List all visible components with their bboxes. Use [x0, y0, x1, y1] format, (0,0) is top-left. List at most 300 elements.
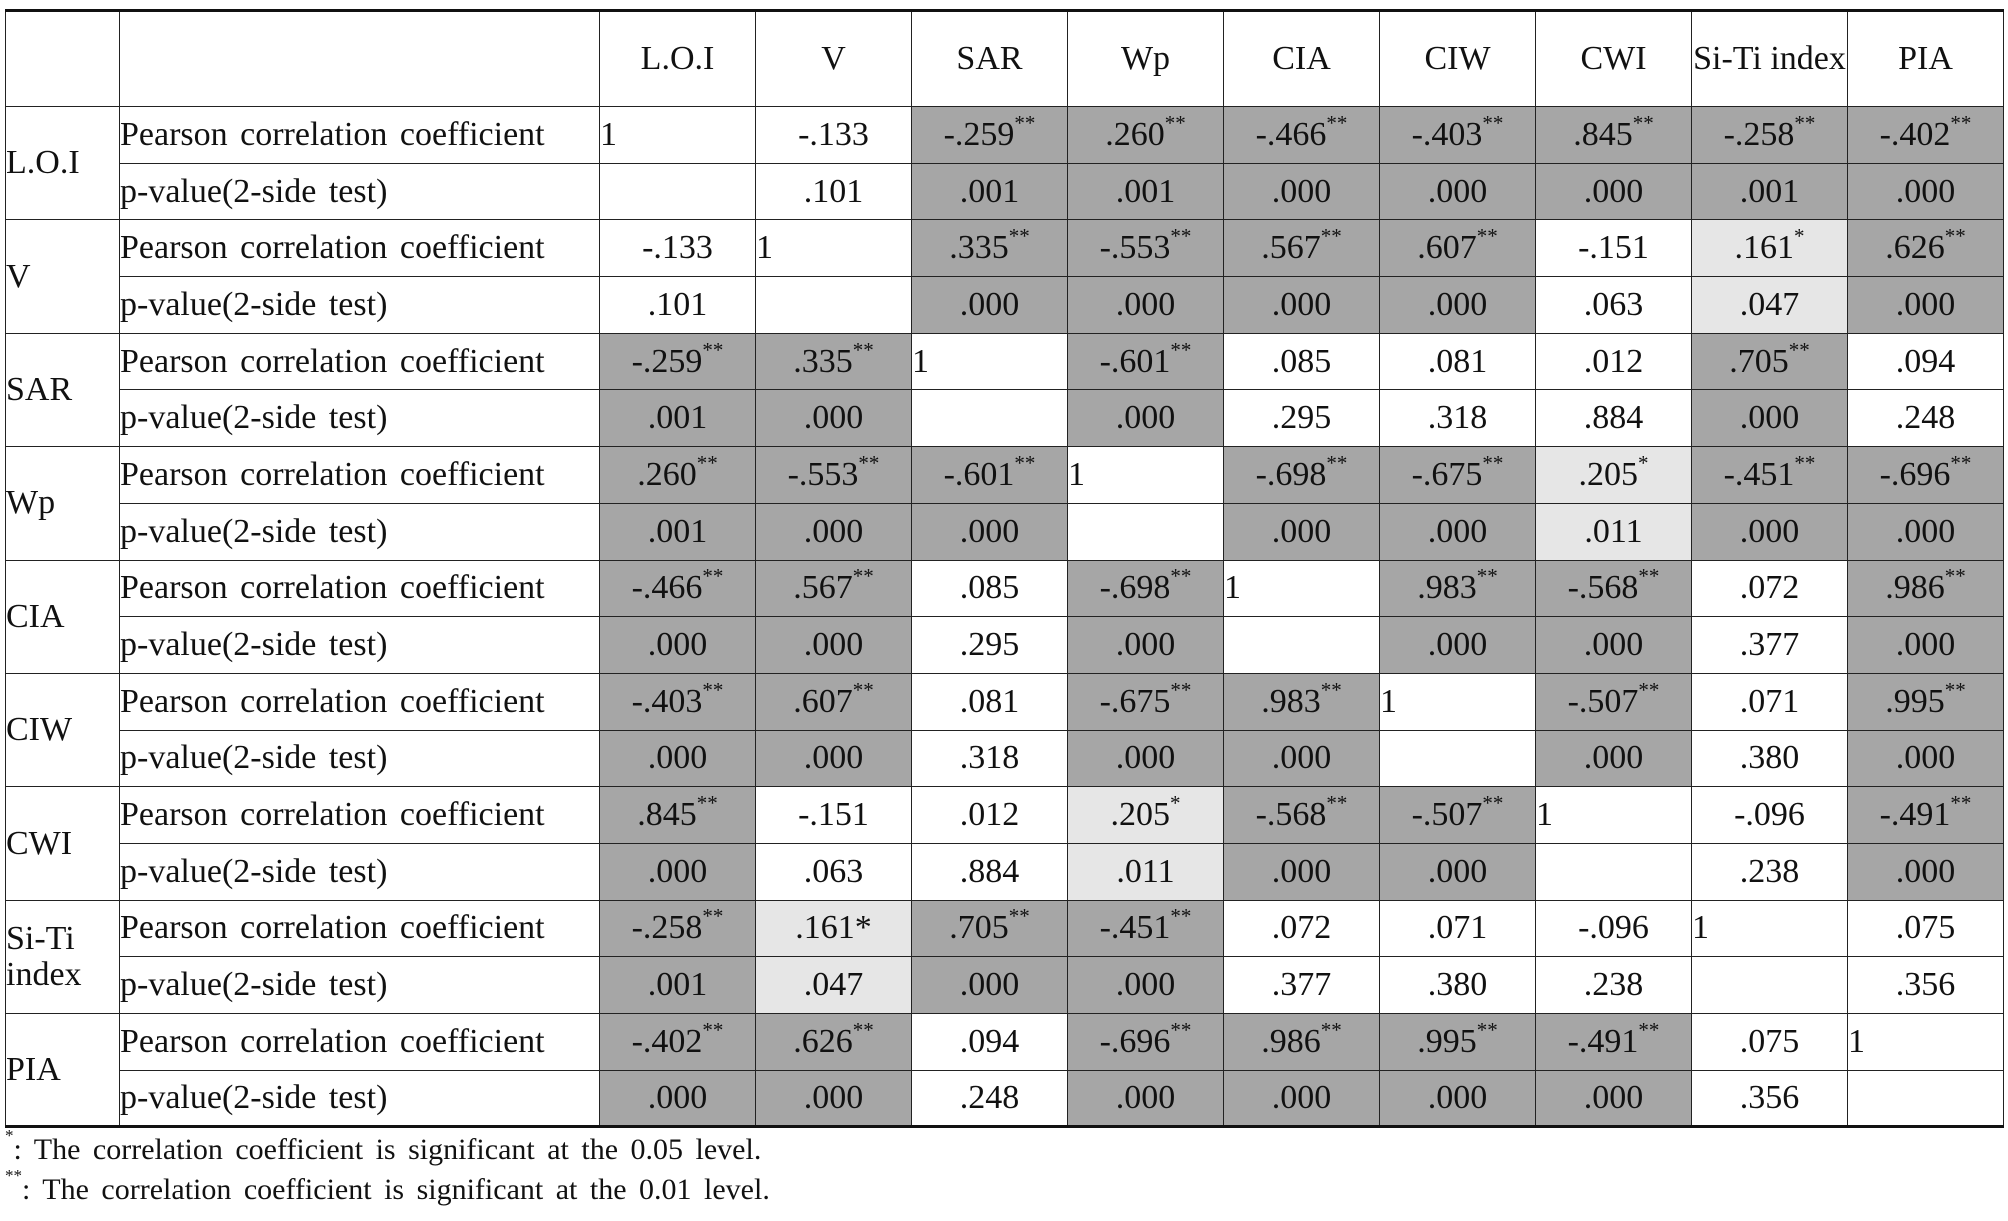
pvalue-cell: .000 [1380, 617, 1536, 674]
coef-cell [1380, 107, 1536, 164]
coef-cell [1068, 560, 1224, 617]
pvalue-cell: .011 [1536, 503, 1692, 560]
significance-mark: ** [1944, 677, 1966, 702]
significance-mark: ** [1164, 110, 1186, 135]
coef-cell [756, 333, 912, 390]
pvalue-cell: .000 [912, 277, 1068, 334]
coef-cell [756, 560, 912, 617]
coef-cell [912, 1014, 1068, 1071]
column-header-pia: PIA [1848, 11, 2004, 107]
pvalue-cell: .000 [1380, 277, 1536, 334]
stat-label-pvalue: p-value(2-side test) [120, 1070, 600, 1127]
significance-mark: ** [1170, 904, 1192, 929]
footnote-mark: ** [5, 1166, 22, 1185]
pvalue-row-v [6, 277, 2004, 334]
stat-label-pvalue: p-value(2-side test) [120, 617, 600, 674]
significance-mark: ** [1320, 224, 1342, 249]
pvalue-cell: .295 [912, 617, 1068, 674]
significance-mark: ** [1014, 110, 1036, 135]
coef-value: -.403 [631, 682, 703, 720]
pvalue-cell: .000 [600, 843, 756, 900]
coef-value: .071 [1739, 682, 1800, 720]
significance-mark: ** [1638, 677, 1660, 702]
coef-cell [600, 900, 756, 957]
coef-row-wp [6, 447, 2004, 504]
coef-value: -.601 [1099, 342, 1171, 380]
significance-mark: ** [1326, 791, 1348, 816]
pvalue-cell: .000 [600, 1070, 756, 1127]
column-header-wp: Wp [1068, 11, 1224, 107]
coef-value: .626 [793, 1022, 853, 1060]
significance-mark: ** [1326, 110, 1348, 135]
coef-cell [1068, 900, 1224, 957]
coef-value: .085 [959, 569, 1020, 607]
coef-value: -.451 [1099, 909, 1171, 947]
significance-mark: ** [852, 1017, 874, 1042]
pvalue-cell [1848, 1070, 2004, 1127]
pvalue-cell: .238 [1536, 957, 1692, 1014]
coef-value: -.466 [631, 569, 703, 607]
coef-cell [1380, 560, 1536, 617]
coef-value: .986 [1261, 1022, 1321, 1060]
pvalue-cell: .000 [1536, 163, 1692, 220]
coef-cell [1692, 220, 1848, 277]
stat-label-pvalue: p-value(2-side test) [120, 277, 600, 334]
coef-cell [1536, 333, 1692, 390]
significance-mark: * [1170, 791, 1181, 816]
pvalue-cell: .000 [1224, 163, 1380, 220]
coef-value: .071 [1427, 909, 1488, 947]
coef-cell [756, 447, 912, 504]
pvalue-cell: .000 [1536, 617, 1692, 674]
coef-cell [1536, 447, 1692, 504]
significance-mark: ** [1632, 110, 1654, 135]
row-label-cwi: CWI [6, 787, 120, 900]
table-body [6, 107, 2004, 1127]
pvalue-cell: .063 [1536, 277, 1692, 334]
pvalue-row-l-o-i [6, 163, 2004, 220]
coef-cell [1224, 900, 1380, 957]
column-header-ciw: CIW [1380, 11, 1536, 107]
coef-value: .705 [949, 909, 1009, 947]
coef-value: .260 [637, 455, 697, 493]
coef-value: .072 [1739, 569, 1800, 607]
coef-value: .335 [949, 229, 1009, 267]
coef-cell [756, 900, 912, 957]
coef-cell [1224, 560, 1380, 617]
pvalue-cell [1380, 730, 1536, 787]
pvalue-cell [1068, 503, 1224, 560]
pvalue-row-cia [6, 617, 2004, 674]
coef-cell [1380, 220, 1536, 277]
pvalue-cell: .884 [1536, 390, 1692, 447]
coef-cell [1848, 787, 2004, 844]
stat-label-pearson: Pearson correlation coefficient [120, 1014, 600, 1071]
pvalue-cell: .356 [1692, 1070, 1848, 1127]
pvalue-cell: .000 [1380, 1070, 1536, 1127]
significance-mark: ** [858, 450, 880, 475]
coef-cell [912, 560, 1068, 617]
coef-cell [1536, 673, 1692, 730]
footnote-001 [5, 1166, 770, 1210]
significance-mark: ** [1482, 791, 1504, 816]
pvalue-cell [1224, 617, 1380, 674]
coef-value: .075 [1895, 909, 1956, 947]
coef-cell [1380, 787, 1536, 844]
pvalue-cell: .238 [1692, 843, 1848, 900]
coef-cell [1536, 107, 1692, 164]
coef-row-v [6, 220, 2004, 277]
coef-value: .075 [1739, 1022, 1800, 1060]
stat-label-pearson: Pearson correlation coefficient [120, 787, 600, 844]
coef-value: -.601 [943, 455, 1015, 493]
coef-value: -.491 [1879, 796, 1951, 834]
pvalue-cell: .001 [600, 503, 756, 560]
pvalue-cell: .000 [1224, 277, 1380, 334]
coef-value: .845 [637, 796, 697, 834]
pvalue-cell: .011 [1068, 843, 1224, 900]
coef-value: -.133 [642, 229, 713, 267]
coef-value: -.568 [1255, 796, 1327, 834]
row-label-sar: SAR [6, 333, 120, 446]
coef-value: 1 [1380, 682, 1397, 720]
coef-value: .260 [1105, 115, 1165, 153]
coef-cell [600, 560, 756, 617]
pvalue-cell: .063 [756, 843, 912, 900]
coef-value: .705 [1729, 342, 1789, 380]
coef-cell [1692, 333, 1848, 390]
coef-cell [600, 107, 756, 164]
coef-row-cia [6, 560, 2004, 617]
pvalue-cell: .001 [912, 163, 1068, 220]
coef-value: -.491 [1567, 1022, 1639, 1060]
coef-value: .986 [1885, 569, 1945, 607]
significance-mark: ** [702, 337, 724, 362]
pvalue-cell: .000 [1068, 390, 1224, 447]
pvalue-cell: .377 [1224, 957, 1380, 1014]
pvalue-cell: .001 [1692, 163, 1848, 220]
coef-value: -.696 [1879, 455, 1951, 493]
significance-mark: ** [1320, 1017, 1342, 1042]
column-header-cia: CIA [1224, 11, 1380, 107]
pvalue-cell: .248 [1848, 390, 2004, 447]
coef-value: .995 [1417, 1022, 1477, 1060]
coef-value: .012 [959, 796, 1020, 834]
significance-mark: ** [1794, 450, 1816, 475]
coef-value: .012 [1583, 342, 1644, 380]
stat-label-pvalue: p-value(2-side test) [120, 163, 600, 220]
coef-value: -.466 [1255, 115, 1327, 153]
pvalue-row-pia [6, 1070, 2004, 1127]
coef-cell [600, 673, 756, 730]
coef-value: -.698 [1255, 455, 1327, 493]
coef-cell [600, 333, 756, 390]
coef-cell [1224, 673, 1380, 730]
pvalue-cell: .000 [1536, 730, 1692, 787]
significance-mark: ** [1476, 564, 1498, 589]
coef-cell [1068, 107, 1224, 164]
coef-value: -.698 [1099, 569, 1171, 607]
coef-row-pia [6, 1014, 2004, 1071]
significance-mark: ** [702, 564, 724, 589]
column-header-si-ti-index: Si-Ti index [1692, 11, 1848, 107]
significance-mark: ** [1950, 791, 1972, 816]
coef-value: .085 [1271, 342, 1332, 380]
pvalue-cell: .000 [600, 730, 756, 787]
pvalue-cell: .318 [912, 730, 1068, 787]
pvalue-cell: .380 [1380, 957, 1536, 1014]
stat-label-pvalue: p-value(2-side test) [120, 843, 600, 900]
coef-cell [1848, 447, 2004, 504]
coef-value: -.096 [1578, 909, 1649, 947]
coef-row-si-ti-index [6, 900, 2004, 957]
significance-mark: ** [696, 450, 718, 475]
coef-cell [756, 220, 912, 277]
pvalue-row-ciw [6, 730, 2004, 787]
coef-cell [1068, 673, 1224, 730]
coef-cell [756, 1014, 912, 1071]
coef-value: -.133 [798, 115, 869, 153]
stat-label-pearson: Pearson correlation coefficient [120, 900, 600, 957]
row-label-v: V [6, 220, 120, 333]
stat-label-pvalue: p-value(2-side test) [120, 390, 600, 447]
coef-cell [1224, 220, 1380, 277]
pvalue-cell: .000 [1848, 277, 2004, 334]
coef-cell [1848, 560, 2004, 617]
coef-cell [1848, 333, 2004, 390]
pvalue-cell: .295 [1224, 390, 1380, 447]
coef-cell [1848, 220, 2004, 277]
coef-cell [1692, 560, 1848, 617]
coef-cell [1692, 673, 1848, 730]
coef-cell [1224, 107, 1380, 164]
pvalue-cell: .000 [756, 730, 912, 787]
coef-cell [1536, 787, 1692, 844]
coef-cell [912, 447, 1068, 504]
coef-value: -.403 [1411, 115, 1483, 153]
footnote-text: : The correlation coefficient is significant at the 0.05 level. [13, 1133, 762, 1166]
coef-value: .094 [959, 1022, 1020, 1060]
coef-value: .205 [1110, 796, 1170, 834]
coef-value: .081 [959, 682, 1020, 720]
coef-value: .567 [793, 569, 853, 607]
coef-cell [1848, 673, 2004, 730]
coef-cell [1692, 447, 1848, 504]
pvalue-cell: .356 [1848, 957, 2004, 1014]
pvalue-cell: .000 [600, 617, 756, 674]
coef-cell [1848, 1014, 2004, 1071]
coef-cell [1848, 107, 2004, 164]
pvalue-cell: .001 [1068, 163, 1224, 220]
significance-mark: * [1638, 450, 1649, 475]
pvalue-cell: .248 [912, 1070, 1068, 1127]
coef-value: -.553 [787, 455, 859, 493]
significance-mark: ** [1944, 224, 1966, 249]
pvalue-cell: .377 [1692, 617, 1848, 674]
row-label-l-o-i: L.O.I [6, 107, 120, 220]
coef-value: .607 [793, 682, 853, 720]
significance-mark: ** [1476, 1017, 1498, 1042]
significance-mark: ** [702, 904, 724, 929]
significance-mark: ** [852, 337, 874, 362]
significance-mark: ** [1170, 677, 1192, 702]
pvalue-cell: .000 [1848, 843, 2004, 900]
stat-label-pearson: Pearson correlation coefficient [120, 220, 600, 277]
coef-value: -.451 [1723, 455, 1795, 493]
significance-mark: ** [1638, 1017, 1660, 1042]
column-header-cwi: CWI [1536, 11, 1692, 107]
pvalue-cell [600, 163, 756, 220]
coef-cell [1224, 787, 1380, 844]
coef-cell [1068, 1014, 1224, 1071]
coef-cell [912, 900, 1068, 957]
coef-cell [1380, 1014, 1536, 1071]
coef-value: .983 [1261, 682, 1321, 720]
coef-value: .983 [1417, 569, 1477, 607]
pvalue-cell [1536, 843, 1692, 900]
pvalue-cell: .047 [756, 957, 912, 1014]
significance-mark: ** [852, 564, 874, 589]
coef-cell [600, 787, 756, 844]
coef-cell [600, 1014, 756, 1071]
header-corner-empty [6, 11, 120, 107]
coef-value: -.258 [1723, 115, 1795, 153]
coef-value: .205 [1578, 455, 1638, 493]
pvalue-cell: .000 [1692, 503, 1848, 560]
coef-value: .161* [795, 909, 872, 947]
coef-cell [1380, 333, 1536, 390]
pvalue-cell: .101 [600, 277, 756, 334]
pvalue-cell: .000 [1068, 1070, 1224, 1127]
coef-cell [912, 673, 1068, 730]
stat-label-pvalue: p-value(2-side test) [120, 730, 600, 787]
header-row [6, 11, 2004, 107]
significance-mark: ** [1482, 110, 1504, 135]
pvalue-row-si-ti-index [6, 957, 2004, 1014]
pvalue-cell: .000 [1692, 390, 1848, 447]
coef-value: -.696 [1099, 1022, 1171, 1060]
stat-label-pvalue: p-value(2-side test) [120, 957, 600, 1014]
coef-value: -.258 [631, 909, 703, 947]
pvalue-cell: .000 [1224, 730, 1380, 787]
column-header-v: V [756, 11, 912, 107]
pvalue-cell: .000 [1068, 277, 1224, 334]
significance-mark: ** [1482, 450, 1504, 475]
pvalue-cell: .047 [1692, 277, 1848, 334]
coef-cell [756, 673, 912, 730]
coef-value: .081 [1427, 342, 1488, 380]
coef-cell [1380, 900, 1536, 957]
coef-cell [1692, 900, 1848, 957]
coef-cell [1068, 787, 1224, 844]
pvalue-cell: .000 [1848, 730, 2004, 787]
pvalue-cell: .000 [1848, 503, 2004, 560]
coef-cell [1536, 1014, 1692, 1071]
coef-value: .567 [1261, 229, 1321, 267]
significance-mark: ** [1476, 224, 1498, 249]
coef-cell [1068, 220, 1224, 277]
coef-value: 1 [1068, 455, 1085, 493]
coef-value: -.096 [1734, 796, 1805, 834]
coef-value: .072 [1271, 909, 1332, 947]
stat-label-pearson: Pearson correlation coefficient [120, 447, 600, 504]
row-label-si-ti-index: Si-Ti index [6, 900, 120, 1013]
stat-label-pearson: Pearson correlation coefficient [120, 333, 600, 390]
significance-mark: ** [1950, 450, 1972, 475]
significance-mark: ** [702, 1017, 724, 1042]
significance-mark: ** [1638, 564, 1660, 589]
coef-value: 1 [1692, 909, 1709, 947]
coef-cell [912, 220, 1068, 277]
pvalue-cell: .000 [1224, 1070, 1380, 1127]
stat-label-pvalue: p-value(2-side test) [120, 503, 600, 560]
coef-cell [1224, 1014, 1380, 1071]
coef-cell [1380, 447, 1536, 504]
coef-row-l-o-i [6, 107, 2004, 164]
coef-cell [1848, 900, 2004, 957]
significance-mark: ** [1170, 337, 1192, 362]
pvalue-cell: .000 [912, 957, 1068, 1014]
coef-cell [1068, 447, 1224, 504]
coef-cell [1224, 447, 1380, 504]
pvalue-cell: .000 [756, 390, 912, 447]
pvalue-row-wp [6, 503, 2004, 560]
pvalue-cell: .000 [1224, 503, 1380, 560]
coef-cell [1536, 900, 1692, 957]
significance-mark: * [1794, 224, 1805, 249]
footnote-text: : The correlation coefficient is significant at the 0.01 level. [22, 1173, 770, 1206]
significance-mark: ** [1326, 450, 1348, 475]
coef-value: -.675 [1099, 682, 1171, 720]
pvalue-cell: .000 [1068, 617, 1224, 674]
coef-cell [912, 333, 1068, 390]
pvalue-row-sar [6, 390, 2004, 447]
pvalue-cell: .000 [1380, 843, 1536, 900]
stat-label-pearson: Pearson correlation coefficient [120, 107, 600, 164]
significance-mark: ** [696, 791, 718, 816]
coef-value: -.402 [631, 1022, 703, 1060]
coef-value: -.553 [1099, 229, 1171, 267]
pvalue-cell [912, 390, 1068, 447]
pvalue-cell: .884 [912, 843, 1068, 900]
row-label-cia: CIA [6, 560, 120, 673]
coef-value: .995 [1885, 682, 1945, 720]
footnote-005 [5, 1126, 770, 1170]
coef-value: 1 [1224, 569, 1241, 607]
coef-value: .845 [1573, 115, 1633, 153]
footnote-mark: * [5, 1126, 14, 1145]
significance-mark: ** [852, 677, 874, 702]
coef-value: -.151 [798, 796, 869, 834]
coef-value: .335 [793, 342, 853, 380]
pvalue-cell: .000 [1380, 503, 1536, 560]
significance-mark: ** [1170, 1017, 1192, 1042]
pvalue-cell: .318 [1380, 390, 1536, 447]
pvalue-cell: .000 [756, 617, 912, 674]
pvalue-cell: .000 [1848, 617, 2004, 674]
coef-cell [1068, 333, 1224, 390]
significance-mark: ** [1794, 110, 1816, 135]
correlation-table [5, 9, 2004, 1128]
coef-row-sar [6, 333, 2004, 390]
pvalue-row-cwi [6, 843, 2004, 900]
significance-mark: ** [1170, 564, 1192, 589]
coef-value: .161 [1734, 229, 1794, 267]
stat-label-pearson: Pearson correlation coefficient [120, 560, 600, 617]
coef-cell [1380, 673, 1536, 730]
coef-cell [600, 447, 756, 504]
coef-value: -.402 [1879, 115, 1951, 153]
